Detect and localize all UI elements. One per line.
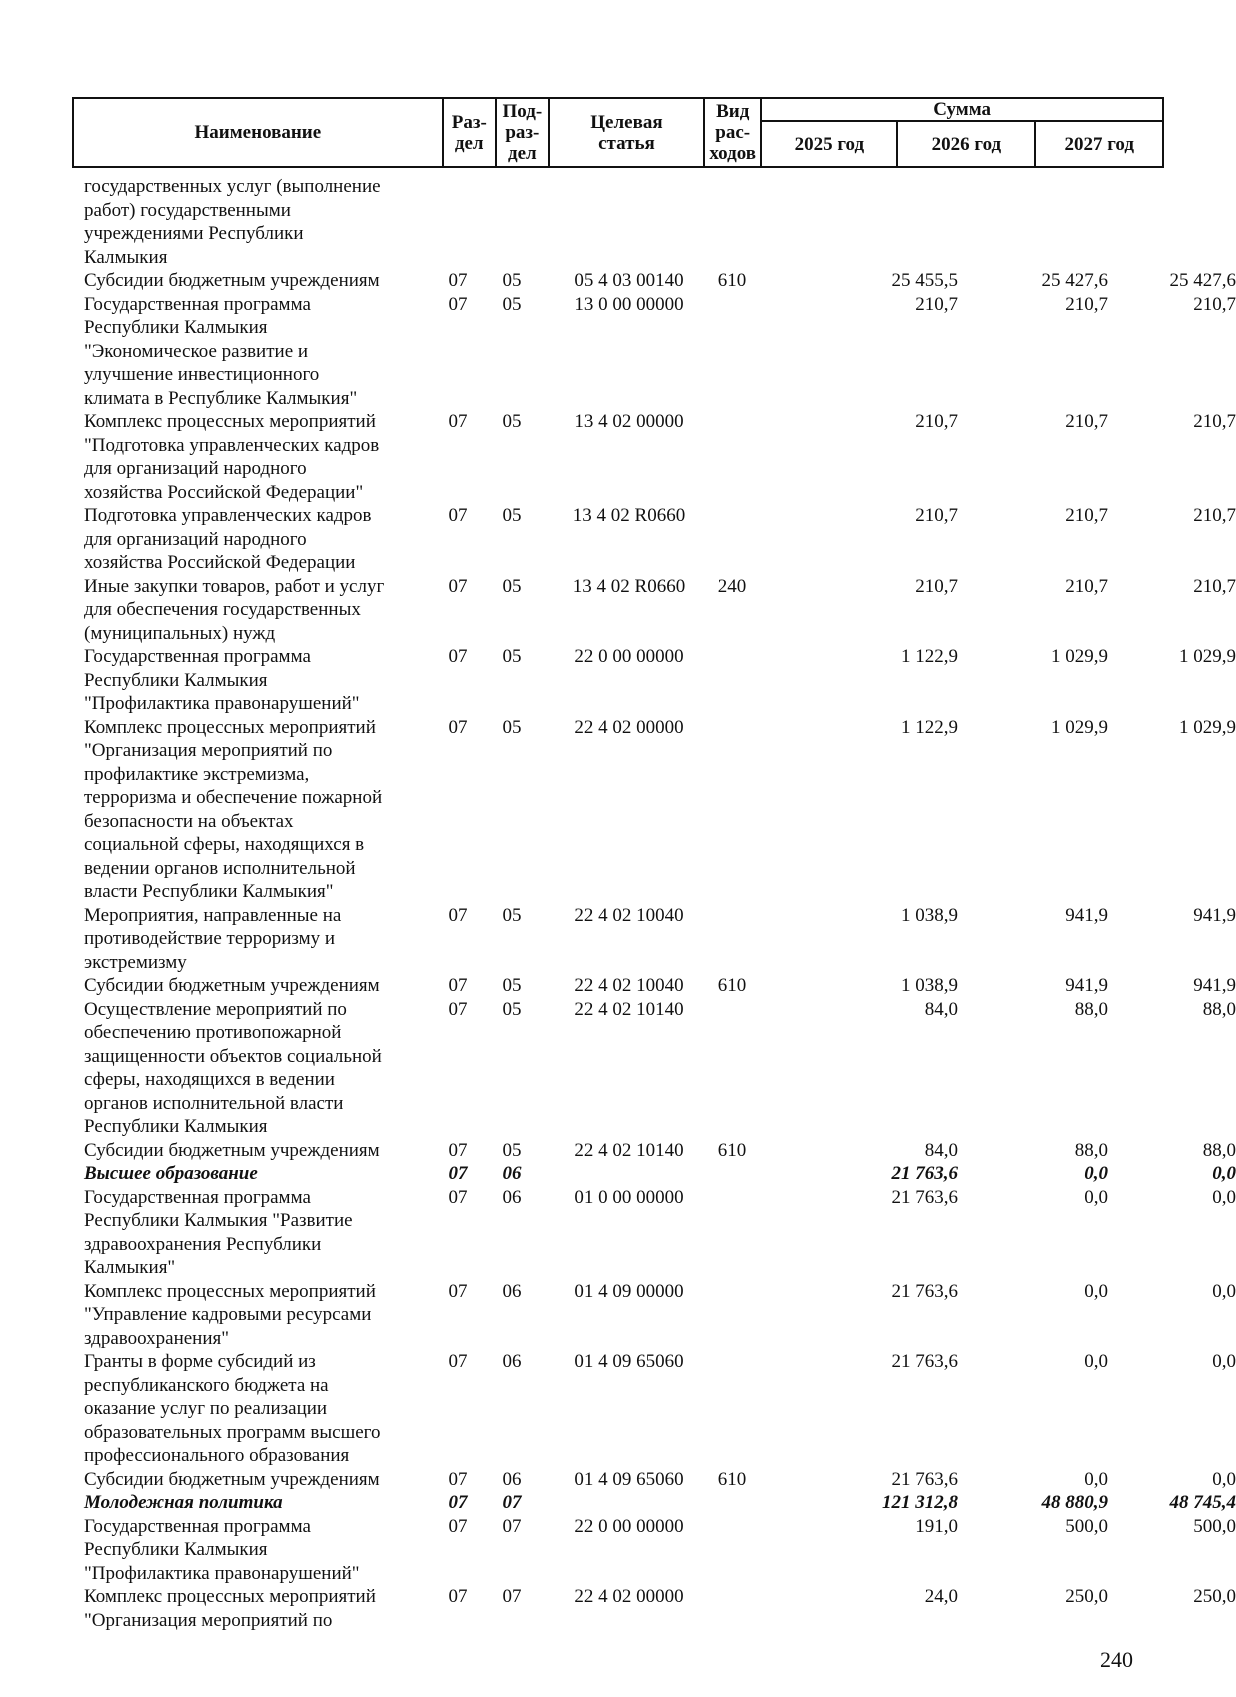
row-sum-2025: 210,7 <box>915 575 958 597</box>
row-vid-rashodov: 610 <box>717 1468 747 1490</box>
row-sum-2025: 84,0 <box>924 1139 958 1161</box>
row-sum-2027: 210,7 <box>1193 293 1236 315</box>
row-tselevaya-statya: 22 4 02 10040 <box>574 975 684 996</box>
table-row <box>72 1139 1236 1163</box>
row-sum-2027: 88,0 <box>1202 1139 1236 1161</box>
row-name: Молодежная политика <box>84 1492 283 1513</box>
row-sum-2027: 250,0 <box>1193 1586 1236 1607</box>
row-sum-2027: 1 029,9 <box>1179 716 1236 738</box>
row-podrazdel: 05 <box>502 575 522 597</box>
row-podrazdel: 05 <box>502 1139 522 1161</box>
row-razdel: 07 <box>448 505 468 526</box>
row-sum-2026: 0,0 <box>1084 1186 1108 1208</box>
row-sum-2025: 1 038,9 <box>901 904 958 926</box>
row-name: государственных услуг (выполнение работ) государственными учреждениями Республики Калмыкия <box>84 176 381 268</box>
row-sum-2027: 48 745,4 <box>1169 1492 1236 1513</box>
row-sum-2025: 21 763,6 <box>891 1468 958 1490</box>
row-sum-2026: 941,9 <box>1065 904 1108 926</box>
row-razdel: 07 <box>448 1186 468 1208</box>
row-razdel: 07 <box>448 1515 468 1537</box>
row-tselevaya-statya: 01 0 00 00000 <box>574 1186 684 1208</box>
row-name: Субсидии бюджетным учреждениям <box>84 1468 380 1490</box>
row-tselevaya-statya: 22 4 02 10140 <box>574 998 684 1020</box>
row-razdel: 07 <box>448 575 468 597</box>
table-body <box>72 175 1236 1632</box>
row-sum-2027: 0,0 <box>1212 1163 1236 1184</box>
table-row <box>72 1280 1236 1351</box>
row-sum-2026: 0,0 <box>1084 1351 1108 1372</box>
row-podrazdel: 06 <box>502 1351 522 1372</box>
row-sum-2025: 210,7 <box>915 411 958 432</box>
row-name: Осуществление мероприятий по обеспечению противопожарной защищенности объектов социальной сферы, находящихся в ведении органов исполнительной власти Республики Калмыкия <box>84 998 382 1137</box>
row-tselevaya-statya: 13 0 00 00000 <box>574 293 684 315</box>
row-sum-2025: 21 763,6 <box>891 1186 958 1208</box>
table-row <box>72 974 1236 998</box>
row-podrazdel: 05 <box>502 904 522 926</box>
row-razdel: 07 <box>448 293 468 315</box>
table-row <box>72 1585 1236 1632</box>
table-row <box>72 1350 1236 1468</box>
table-header <box>72 97 1164 168</box>
row-sum-2027: 0,0 <box>1212 1351 1236 1372</box>
row-sum-2027: 210,7 <box>1193 575 1236 597</box>
row-sum-2025: 25 455,5 <box>891 270 958 291</box>
row-razdel: 07 <box>448 716 468 738</box>
row-tselevaya-statya: 13 4 02 00000 <box>574 411 684 432</box>
table-row <box>72 1186 1236 1280</box>
row-razdel: 07 <box>448 904 468 926</box>
header-vid-rashodov: Вид рас- ходов <box>704 98 761 167</box>
row-tselevaya-statya: 22 4 02 10040 <box>574 904 684 926</box>
row-tselevaya-statya: 01 4 09 65060 <box>574 1468 684 1490</box>
row-name: Государственная программа Республики Калмыкия "Экономическое развитие и улучшение инвестиционного климата в Республике Калмыкия" <box>84 293 358 409</box>
row-sum-2026: 250,0 <box>1065 1586 1108 1607</box>
row-sum-2025: 1 122,9 <box>901 646 958 667</box>
row-sum-2026: 210,7 <box>1065 293 1108 315</box>
row-sum-2025: 84,0 <box>924 998 958 1020</box>
row-podrazdel: 07 <box>502 1515 522 1537</box>
row-sum-2026: 500,0 <box>1065 1515 1108 1537</box>
row-sum-2026: 941,9 <box>1065 975 1108 996</box>
table-row <box>72 410 1236 504</box>
row-vid-rashodov: 610 <box>717 270 747 291</box>
row-tselevaya-statya: 05 4 03 00140 <box>574 270 684 291</box>
row-tselevaya-statya: 01 4 09 65060 <box>574 1351 684 1372</box>
table-row <box>72 1491 1236 1515</box>
row-podrazdel: 06 <box>502 1280 522 1302</box>
row-sum-2027: 941,9 <box>1193 904 1236 926</box>
row-sum-2026: 210,7 <box>1065 411 1108 432</box>
row-razdel: 07 <box>448 1139 468 1161</box>
row-name: Государственная программа Республики Калмыкия "Развитие здравоохранения Республики Калмыкия" <box>84 1186 353 1278</box>
table-row <box>72 716 1236 904</box>
row-sum-2025: 1 038,9 <box>901 975 958 996</box>
row-podrazdel: 05 <box>502 998 522 1020</box>
table-row <box>72 645 1236 716</box>
row-sum-2025: 210,7 <box>915 505 958 526</box>
row-sum-2025: 21 763,6 <box>891 1351 958 1372</box>
row-razdel: 07 <box>448 1280 468 1302</box>
table-row <box>72 1515 1236 1586</box>
header-summa: Сумма <box>761 98 1163 121</box>
row-sum-2026: 88,0 <box>1074 1139 1108 1161</box>
row-sum-2026: 1 029,9 <box>1051 646 1108 667</box>
row-sum-2027: 941,9 <box>1193 975 1236 996</box>
row-name: Субсидии бюджетным учреждениям <box>84 975 380 996</box>
row-tselevaya-statya: 22 4 02 10140 <box>574 1139 684 1161</box>
row-name: Мероприятия, направленные на противодействие терроризму и экстремизму <box>84 904 342 973</box>
row-sum-2027: 1 029,9 <box>1179 646 1236 667</box>
row-razdel: 07 <box>448 1163 468 1184</box>
row-tselevaya-statya: 22 0 00 00000 <box>574 646 684 667</box>
row-sum-2025: 24,0 <box>924 1586 958 1607</box>
row-podrazdel: 07 <box>502 1586 522 1607</box>
table-row <box>72 904 1236 975</box>
row-tselevaya-statya: 13 4 02 R0660 <box>572 505 686 526</box>
row-name: Подготовка управленческих кадров для организаций народного хозяйства Российской Федерации <box>84 505 372 573</box>
row-sum-2027: 500,0 <box>1193 1515 1236 1537</box>
row-sum-2026: 210,7 <box>1065 505 1108 526</box>
row-podrazdel: 07 <box>502 1492 522 1513</box>
row-tselevaya-statya: 22 0 00 00000 <box>574 1515 684 1537</box>
row-vid-rashodov: 610 <box>717 975 747 996</box>
row-sum-2026: 88,0 <box>1074 998 1108 1020</box>
row-sum-2026: 0,0 <box>1084 1163 1108 1184</box>
row-razdel: 07 <box>448 646 468 667</box>
row-razdel: 07 <box>448 1492 468 1513</box>
row-sum-2025: 21 763,6 <box>891 1163 958 1184</box>
row-podrazdel: 05 <box>502 293 522 315</box>
row-sum-2026: 0,0 <box>1084 1280 1108 1302</box>
page-number: 240 <box>1100 1647 1133 1672</box>
row-tselevaya-statya: 13 4 02 R0660 <box>572 575 686 597</box>
row-sum-2026: 0,0 <box>1084 1468 1108 1490</box>
row-name: Комплекс процессных мероприятий "Управление кадровыми ресурсами здравоохранения" <box>84 1280 376 1349</box>
row-podrazdel: 06 <box>502 1186 522 1208</box>
row-name: Комплекс процессных мероприятий "Организация мероприятий по <box>84 1586 376 1631</box>
header-razdel: Раз- дел <box>443 98 496 167</box>
row-name: Комплекс процессных мероприятий "Организация мероприятий по профилактике экстремизма, терроризма и обеспечение пожарной безопасности на объектах социальной сферы, находящихся в ведении органов исполнительной власти Республики Калмыкия" <box>84 716 383 902</box>
row-podrazdel: 06 <box>502 1163 522 1184</box>
row-podrazdel: 05 <box>502 270 522 291</box>
row-razdel: 07 <box>448 975 468 996</box>
header-name: Наименование <box>73 98 443 167</box>
row-name: Субсидии бюджетным учреждениям <box>84 270 380 291</box>
row-sum-2026: 25 427,6 <box>1041 270 1108 291</box>
table-row <box>72 1468 1236 1492</box>
row-name: Субсидии бюджетным учреждениям <box>84 1139 380 1161</box>
row-razdel: 07 <box>448 270 468 291</box>
header-podrazdel: Под- раз- дел <box>496 98 549 167</box>
row-sum-2025: 21 763,6 <box>891 1280 958 1302</box>
row-name: Высшее образование <box>84 1163 258 1184</box>
table-row <box>72 293 1236 411</box>
table-row <box>72 1162 1236 1186</box>
row-podrazdel: 05 <box>502 505 522 526</box>
table-row <box>72 269 1236 293</box>
row-vid-rashodov: 610 <box>717 1139 747 1161</box>
row-name: Иные закупки товаров, работ и услуг для обеспечения государственных (муниципальных) нужд <box>84 575 385 644</box>
row-sum-2025: 191,0 <box>915 1515 958 1537</box>
row-name: Комплекс процессных мероприятий "Подготовка управленческих кадров для организаций народного хозяйства Российской Федерации" <box>84 411 380 503</box>
row-podrazdel: 05 <box>502 716 522 738</box>
header-year-2027: 2027 год <box>1035 121 1163 167</box>
row-sum-2026: 210,7 <box>1065 575 1108 597</box>
row-sum-2027: 210,7 <box>1193 505 1236 526</box>
row-razdel: 07 <box>448 411 468 432</box>
row-sum-2027: 25 427,6 <box>1169 270 1236 291</box>
row-podrazdel: 05 <box>502 411 522 432</box>
row-razdel: 07 <box>448 1351 468 1372</box>
row-razdel: 07 <box>448 1586 468 1607</box>
row-podrazdel: 06 <box>502 1468 522 1490</box>
header-year-2025: 2025 год <box>761 121 897 167</box>
row-sum-2026: 48 880,9 <box>1041 1492 1108 1513</box>
header-year-2026: 2026 год <box>897 121 1035 167</box>
row-sum-2026: 1 029,9 <box>1051 716 1108 738</box>
row-sum-2027: 0,0 <box>1212 1186 1236 1208</box>
row-sum-2027: 88,0 <box>1202 998 1236 1020</box>
row-podrazdel: 05 <box>502 975 522 996</box>
row-razdel: 07 <box>448 998 468 1020</box>
row-tselevaya-statya: 22 4 02 00000 <box>574 1586 684 1607</box>
table-row <box>72 575 1236 646</box>
row-podrazdel: 05 <box>502 646 522 667</box>
row-sum-2025: 210,7 <box>915 293 958 315</box>
row-tselevaya-statya: 22 4 02 00000 <box>574 716 684 738</box>
row-name: Государственная программа Республики Калмыкия "Профилактика правонарушений" <box>84 1515 360 1584</box>
row-sum-2027: 210,7 <box>1193 411 1236 432</box>
row-sum-2027: 0,0 <box>1212 1468 1236 1490</box>
row-name: Гранты в форме субсидий из республиканского бюджета на оказание услуг по реализации образовательных программ высшего профессионального образования <box>84 1351 381 1466</box>
table-row <box>72 175 1172 269</box>
row-vid-rashodov: 240 <box>717 575 747 597</box>
row-razdel: 07 <box>448 1468 468 1490</box>
header-tselevaya-statya: Целевая статья <box>549 98 704 167</box>
table-row <box>72 504 1236 575</box>
row-name: Государственная программа Республики Калмыкия "Профилактика правонарушений" <box>84 646 360 714</box>
table-row <box>72 998 1236 1139</box>
row-tselevaya-statya: 01 4 09 00000 <box>574 1280 684 1302</box>
row-sum-2025: 1 122,9 <box>901 716 958 738</box>
row-sum-2025: 121 312,8 <box>882 1492 958 1513</box>
row-sum-2027: 0,0 <box>1212 1280 1236 1302</box>
